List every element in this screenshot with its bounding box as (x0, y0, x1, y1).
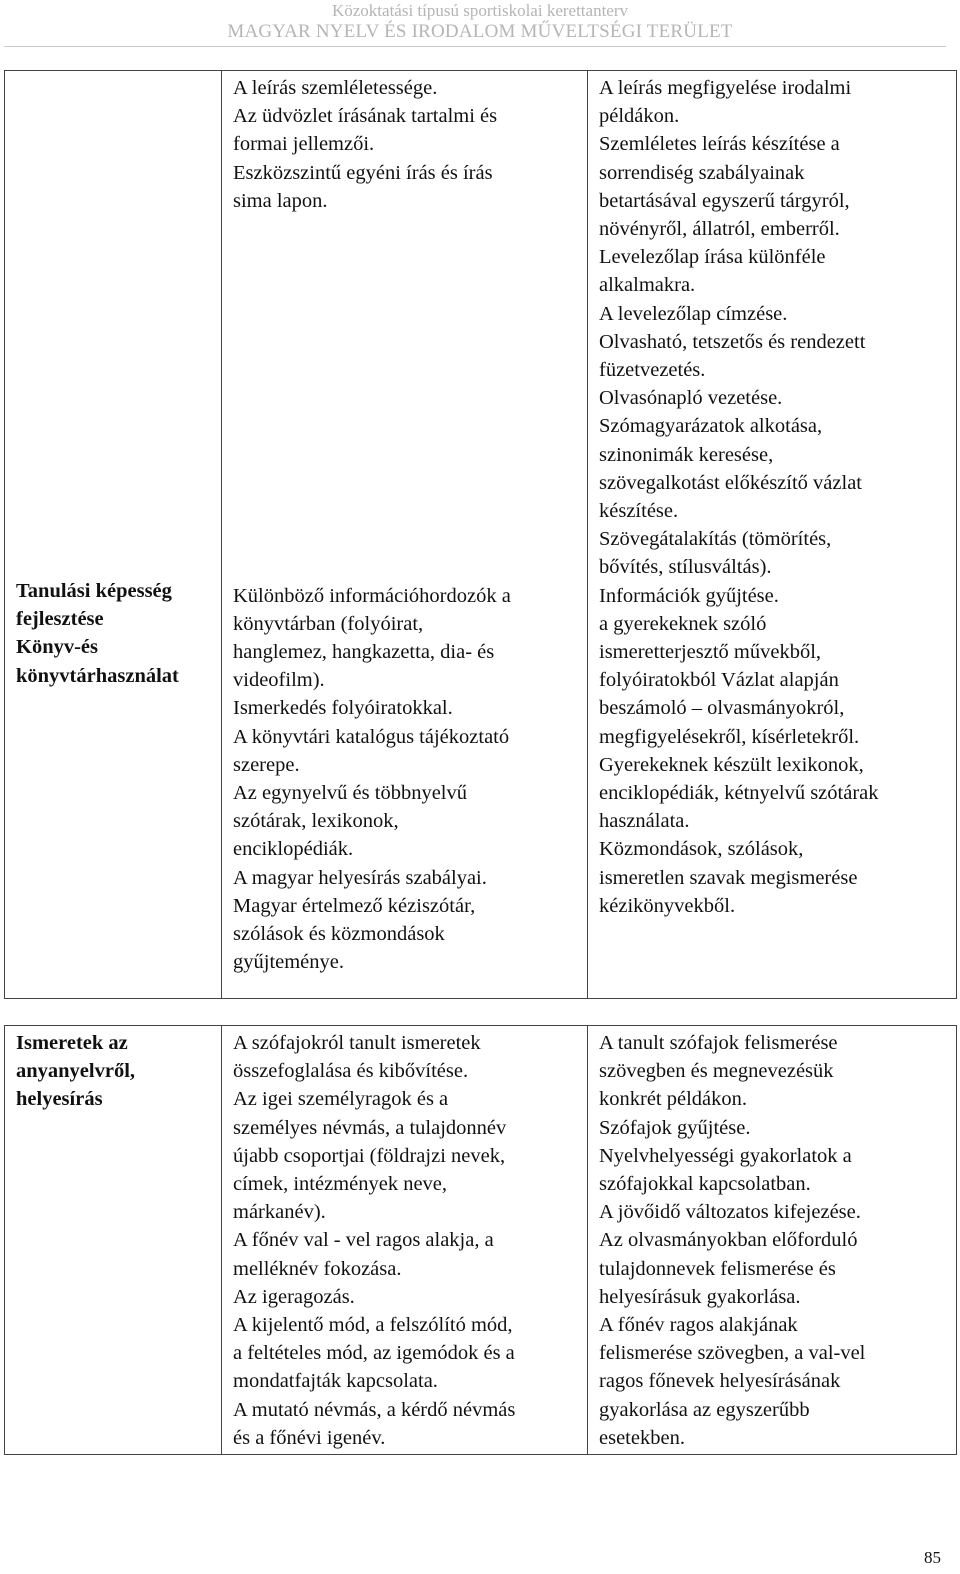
activity-cell (588, 1026, 957, 1455)
activity-line: felismerése szövegben, a val-vel (599, 1342, 866, 1365)
activity-line: Szómagyarázatok alkotása, (599, 415, 823, 438)
activity-line: sorrendiség szabályainak (599, 161, 805, 184)
activity-line: A tanult szófajok felismerése (599, 1032, 838, 1054)
topic-label (5, 1026, 221, 1114)
activity-cell (588, 71, 957, 999)
content-line: A mutató névmás, a kérdő névmás (233, 1398, 516, 1421)
content-line: márkanév). (233, 1201, 326, 1224)
content-line: mondatfajták kapcsolata. (233, 1370, 438, 1393)
content-line: melléknév fokozása. (233, 1257, 402, 1280)
content-line: szólások és közmondások (233, 923, 445, 946)
content-line: A könyvtári katalógus tájékoztató (233, 725, 510, 748)
activity-list (588, 1026, 956, 1452)
content-line: Az igei személyragok és a (233, 1088, 449, 1111)
topic-cell (5, 1026, 222, 1455)
curriculum-table-2 (4, 1025, 957, 1455)
activity-line: tulajdonnevek felismerése és (599, 1257, 836, 1280)
content-line: gyűjteménye. (233, 951, 345, 974)
content-line: A kijelentő mód, a felszólító mód, (233, 1314, 513, 1337)
activity-line: ismeretlen szavak megismerése (599, 866, 858, 889)
content-line: A magyar helyesírás szabályai. (233, 866, 487, 889)
activity-line: enciklopédiák, kétnyelvű szótárak (599, 782, 879, 805)
page-number: 85 (924, 1548, 941, 1567)
activity-line: Nyelvhelyességi gyakorlatok a (599, 1144, 852, 1167)
header-divider (4, 46, 946, 47)
content-line: személyes névmás, a tulajdonnév (233, 1116, 507, 1139)
activity-line: Levelezőlap írása különféle (599, 246, 826, 269)
content-line: szótárak, lexikonok, (233, 810, 399, 833)
topic-line: Ismeretek az (16, 1032, 128, 1054)
activity-line: esetekben. (599, 1426, 685, 1449)
content-line: Különböző információhordozók a (233, 584, 511, 607)
activity-line: Az olvasmányokban előforduló (599, 1229, 858, 1252)
content-line: újabb csoportjai (földrajzi nevek, (233, 1144, 506, 1167)
content-line: hanglemez, hangkazetta, dia- és (233, 641, 495, 664)
topic-line: Tanulási képesség (16, 580, 172, 602)
activity-line: gyakorlása az egyszerűbb (599, 1398, 810, 1421)
activity-line: Szófajok gyűjtése. (599, 1116, 751, 1139)
activity-line: növényről, állatról, emberről. (599, 218, 840, 241)
content-line: Eszközszintű egyéni írás és írás (233, 161, 493, 184)
content-line: Ismerkedés folyóiratokkal. (233, 697, 453, 720)
content-line: és a főnévi igenév. (233, 1426, 386, 1449)
activity-line: betartásával egyszerű tárgyról, (599, 189, 850, 212)
content-line: videofilm). (233, 669, 325, 692)
activity-line: alkalmakra. (599, 274, 696, 297)
activity-line: használata. (599, 810, 690, 833)
content-line: Az igeragozás. (233, 1285, 355, 1308)
activity-line: megfigyelésekről, kísérletekről. (599, 725, 860, 748)
topic-line: könyvtárhasználat (16, 664, 179, 687)
activity-line: kézikönyvekből. (599, 894, 736, 917)
header-title: Közoktatási típusú sportiskolai kerettanterv (331, 1, 628, 20)
activity-line: A jövőidő változatos kifejezése. (599, 1201, 861, 1224)
activity-line: beszámoló – olvasmányokról, (599, 697, 845, 720)
curriculum-table-1 (4, 70, 957, 999)
activity-line: szinonimák keresése, (599, 443, 774, 466)
content-line: Az egynyelvű és többnyelvű (233, 782, 467, 805)
content-cell (222, 71, 588, 999)
content-line: A szófajokról tanult ismeretek (233, 1032, 481, 1054)
content-line: címek, intézmények neve, (233, 1173, 448, 1196)
cell-bottom-space (233, 976, 577, 998)
activity-line: szövegalkotást előkészítő vázlat (599, 471, 862, 494)
activity-line: ragos főnevek helyesírásának (599, 1370, 841, 1393)
content-line: Magyar értelmező kéziszótár, (233, 894, 476, 917)
content-line: formai jellemzői. (233, 133, 375, 156)
group-spacer (233, 215, 577, 582)
content-line: sima lapon. (233, 189, 328, 212)
content-line: összefoglalása és kibővítése. (233, 1060, 469, 1083)
topic-line: helyesírás (16, 1088, 103, 1111)
topic-label (5, 71, 221, 690)
activity-line: Közmondások, szólások, (599, 838, 804, 861)
activity-line: A levelezőlap címzése. (599, 302, 788, 325)
content-line: enciklopédiák. (233, 838, 354, 861)
activity-line: A főnév ragos alakjának (599, 1314, 798, 1337)
activity-line: helyesírásuk gyakorlása. (599, 1285, 801, 1308)
activity-line: A leírás megfigyelése irodalmi (599, 77, 852, 99)
activity-line: Gyerekeknek készült lexikonok, (599, 753, 864, 776)
content-line: könyvtárban (folyóirat, (233, 612, 424, 635)
activity-line: Olvasható, tetszetős és rendezett (599, 330, 866, 353)
activity-line: folyóiratokból Vázlat alapján (599, 669, 839, 692)
activity-line: szövegben és megnevezésük (599, 1060, 834, 1083)
topic-line: fejlesztése (16, 608, 104, 631)
content-line: szerepe. (233, 753, 300, 776)
header-subtitle: MAGYAR NYELV ÉS IRODALOM MŰVELTSÉGI TERÜLET (227, 21, 733, 42)
table-row (5, 71, 957, 999)
topic-line: Könyv-és (16, 636, 98, 659)
activity-line: példákon. (599, 105, 680, 128)
content-line: Az üdvözlet írásának tartalmi és (233, 105, 498, 128)
activity-line: Olvasónapló vezetése. (599, 387, 783, 410)
activity-line: Szemléletes leírás készítése a (599, 133, 840, 156)
table-row (5, 1026, 957, 1455)
content-line: a feltételes mód, az igemódok és a (233, 1342, 515, 1365)
activity-line: a gyerekeknek szóló (599, 612, 767, 635)
activity-line: szófajokkal kapcsolatban. (599, 1173, 811, 1196)
activity-line: Információk gyűjtése. (599, 584, 779, 607)
activity-line: bővítés, stílusváltás). (599, 556, 772, 579)
activity-line: konkrét példákon. (599, 1088, 748, 1111)
activity-line: ismeretterjesztő művekből, (599, 641, 822, 664)
activity-line: Szövegátalakítás (tömörítés, (599, 528, 832, 551)
topic-cell (5, 71, 222, 999)
content-line: A leírás szemléletessége. (233, 77, 438, 99)
activity-line: készítése. (599, 500, 679, 523)
activity-line: füzetvezetés. (599, 359, 706, 382)
content-cell (222, 1026, 588, 1455)
activity-list (588, 71, 956, 920)
content-line: A főnév val - vel ragos alakja, a (233, 1229, 494, 1252)
content-list (222, 1026, 587, 1452)
topic-line: anyanyelvről, (16, 1060, 136, 1083)
content-list (222, 71, 587, 998)
